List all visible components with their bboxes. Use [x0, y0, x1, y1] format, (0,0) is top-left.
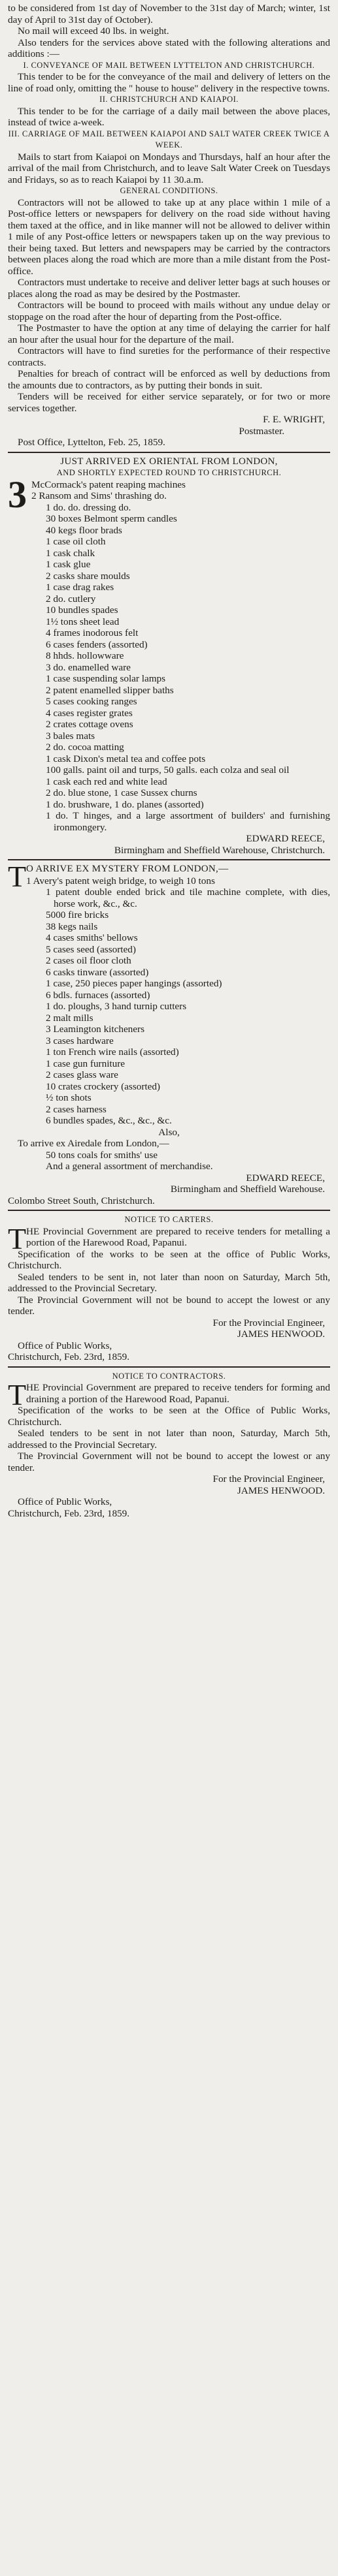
signature-place: Post Office, Lyttelton, Feb. 25, 1859. — [18, 437, 165, 448]
list-item: 2 malt mills — [46, 1012, 93, 1024]
list-item: 2 casks share moulds — [46, 570, 130, 582]
list-item: 5 cases cooking ranges — [46, 696, 137, 707]
list-item: 38 kegs nails — [46, 920, 98, 932]
ad-heading: O ARRIVE EX MYSTERY FROM LONDON,— — [26, 864, 229, 874]
drop-cap: T — [8, 860, 27, 893]
list-item: 1 case drag rakes — [46, 582, 114, 593]
section-heading: III. CARRIAGE OF MAIL BETWEEN KAIAPOI AND SALT WATER CREEK TWICE A WEEK. — [8, 129, 330, 149]
newspaper-column — [8, 0, 330, 1519]
list-item: 1 case, 250 pieces paper hangings (assorted) — [46, 978, 222, 989]
section-body: This tender to be for the conveyance of the mail and delivery of letters on the line of road only, omitting the " house to house" delivery in the respective towns. — [8, 71, 330, 94]
list-item: 6 bdls. furnaces (assorted) — [46, 989, 150, 1001]
divider — [8, 1366, 330, 1368]
drop-cap: 3 — [8, 473, 27, 516]
list-item: 3 cases hardware — [46, 1035, 114, 1046]
list-item: 1 case suspending solar lamps — [46, 673, 166, 684]
signature-name: JAMES HENWOOD. — [237, 1328, 325, 1340]
signature-date: Christchurch, Feb. 23rd, 1859. — [8, 1351, 130, 1362]
list-item: 6 casks tinware (assorted) — [46, 966, 149, 978]
list-item: 10 crates crockery (assorted) — [46, 1080, 160, 1092]
divider — [8, 859, 330, 860]
cargo-list — [8, 502, 330, 834]
list-item: 1 case oil cloth — [46, 536, 106, 547]
list-item: 4 cases register grates — [46, 707, 133, 719]
intro-line: Also tenders for the services above stated with the following alterations and additions :— — [8, 37, 330, 59]
list-item: 6 bundles spades, &c., &c., &c. — [46, 1115, 172, 1126]
notice-heading: NOTICE TO CONTRACTORS. — [112, 1371, 226, 1381]
ad-subheading: AND SHORTLY EXPECTED ROUND TO CHRISTCHURCH. — [56, 468, 282, 477]
section-body: Mails to start from Kaiapoi on Mondays and Thursdays, half an hour after the arrival of the mail from Christchurch, and to leave Salt Water Creek on Tuesdays and Fridays, so as to reach Kaiapoi by 11 30.a.m. — [8, 151, 330, 185]
list-item: 3 Leamington kitcheners — [46, 1024, 144, 1035]
condition-paragraph: Contractors will be bound to proceed with mails without any undue delay or stoppage on the road after the hour of departing from the Post-office. — [8, 300, 330, 322]
lead-block — [8, 1221, 330, 1255]
lead-block — [8, 1378, 330, 1411]
list-item: 3 do. enamelled ware — [46, 661, 131, 673]
list-item: 2 do. cocoa matting — [46, 742, 124, 753]
list-item: 30 boxes Belmont sperm candles — [46, 513, 177, 524]
list-item: And a general assortment of merchandise. — [46, 1161, 213, 1172]
list-item: 1 cask glue — [46, 559, 91, 570]
notice-paragraph: Specification of the works to be seen at the office of Public Works, Christchurch. — [8, 1248, 330, 1271]
list-item: 1 cask Dixon's metal tea and coffee pots — [46, 753, 206, 764]
drop-cap: T — [8, 1221, 27, 1255]
list-item: 2 cases oil floor cloth — [46, 955, 131, 966]
section-body: This tender to be for the carriage of a daily mail between the above places, instead of twice a-week. — [8, 105, 330, 128]
lead-item: McCormack's patent reaping machines — [31, 479, 186, 490]
notice-heading: NOTICE TO CARTERS. — [124, 1215, 214, 1224]
list-item: 5 cases seed (assorted) — [46, 943, 136, 955]
lead-item: 1 Avery's patent weigh bridge, to weigh 10 tons — [26, 875, 215, 887]
list-item: 1 do. brushware, 1 do. planes (assorted) — [46, 798, 204, 810]
intro-line: to be considered from 1st day of November to the 31st day of March; winter, 1st day of April to 31st day of October). — [8, 3, 330, 25]
list-item: 4 frames inodorous felt — [46, 627, 139, 638]
list-item: 1 do. ploughs, 3 hand turnip cutters — [46, 1001, 187, 1012]
signature-office: Office of Public Works, — [18, 1496, 112, 1507]
signature-name: EDWARD REECE, — [246, 1172, 325, 1184]
list-item: 2 do. cutlery — [46, 593, 96, 605]
lead-block — [8, 860, 330, 893]
list-item: 2 cases harness — [46, 1103, 107, 1115]
signature-for: For the Provincial Engineer, — [212, 1473, 325, 1484]
notice-paragraph: The Provincial Government will not be bound to accept the lowest or any tender. — [8, 1451, 330, 1473]
condition-paragraph: Contractors must undertake to receive and deliver letter bags at such houses or places along the road as may be desired by the Postmaster. — [8, 277, 330, 300]
condition-paragraph: Penalties for breach of contract will be enforced as well by deductions from the amounts due to contractors, as by putting their bonds in suit. — [8, 368, 330, 391]
list-item: 40 kegs floor brads — [46, 524, 122, 536]
list-item: ½ ton shots — [46, 1092, 92, 1103]
section-heading: I. CONVEYANCE OF MAIL BETWEEN LYTTELTON AND CHRISTCHURCH. — [23, 60, 315, 70]
notice-lead: HE Provincial Government are prepared to receive tenders for forming and draining a portion of the Harewood Road, Papanui. — [26, 1382, 330, 1405]
list-item: 2 crates cottage ovens — [46, 719, 133, 730]
condition-paragraph: The Postmaster to have the option at any time of delaying the carrier for half an hour after the usual hour for the departure of the mail. — [8, 322, 330, 345]
list-item: 2 do. blue stone, 1 case Sussex churns — [46, 787, 197, 798]
arrive-line: To arrive ex Airedale from London,— — [18, 1138, 169, 1149]
post-office-tender-notice — [8, 3, 330, 448]
list-item: 3 bales mats — [46, 730, 95, 742]
signature-for: For the Provincial Engineer, — [212, 1317, 325, 1328]
drop-cap: T — [8, 1378, 27, 1411]
list-item: 1 do. T hinges, and a large assortment of builders' and furnishing ironmongery. — [46, 810, 330, 833]
oriental-cargo-advertisement — [8, 456, 330, 856]
ad-heading: JUST ARRIVED EX ORIENTAL FROM LONDON, — [60, 456, 278, 467]
list-item: 2 patent enamelled slipper baths — [46, 684, 174, 696]
notice-to-contractors — [8, 1371, 330, 1520]
section-heading: II. CHRISTCHURCH AND KAIAPOI. — [99, 95, 239, 104]
notice-paragraph: Sealed tenders to be sent in, not later than noon on Saturday, March 5th, addressed to the Provincial Secretary. — [8, 1271, 330, 1294]
notice-paragraph: Specification of the works to be seen at the Office of Public Works, Christchurch. — [8, 1405, 330, 1428]
list-item: 1 cask chalk — [46, 547, 95, 559]
signature-address: Birmingham and Sheffield Warehouse, Christchurch. — [114, 844, 325, 856]
list-item: 1 ton French wire nails (assorted) — [46, 1046, 179, 1058]
general-conditions-heading: GENERAL CONDITIONS. — [120, 186, 218, 195]
also-label: Also, — [158, 1126, 180, 1138]
intro-line: No mail will exceed 40 lbs. in weight. — [18, 25, 169, 37]
signature-name: F. E. WRIGHT, — [263, 414, 325, 425]
notice-paragraph: Sealed tenders to be sent in not later than noon, Saturday, March 5th, addressed to the Provincial Secretary. — [8, 1428, 330, 1451]
notice-to-carters — [8, 1214, 330, 1363]
list-item: 1½ tons sheet lead — [46, 616, 120, 627]
signature-date: Christchurch, Feb. 23rd, 1859. — [8, 1507, 130, 1519]
list-item: 1 cask each red and white lead — [46, 776, 167, 787]
lead-item: 2 Ransom and Sims' thrashing do. — [31, 490, 167, 501]
list-item: 1 patent double ended brick and tile machine complete, with dies, horse work, &c., &c. — [46, 887, 330, 909]
list-item: 5000 fire bricks — [46, 909, 109, 920]
signature-title: Postmaster. — [239, 425, 284, 437]
signature-office: Office of Public Works, — [18, 1340, 112, 1351]
list-item: 6 cases fenders (assorted) — [46, 638, 148, 650]
signature-place: Colombo Street South, Christchurch. — [8, 1195, 155, 1206]
list-item: 1 case gun furniture — [46, 1058, 126, 1069]
mystery-cargo-advertisement — [8, 860, 330, 1206]
signature-address: Birmingham and Sheffield Warehouse. — [170, 1184, 325, 1195]
divider — [8, 452, 330, 453]
list-item: 8 hhds. hollowware — [46, 650, 124, 661]
list-item: 4 cases smiths' bellows — [46, 932, 138, 943]
list-item: 2 cases glass ware — [46, 1069, 118, 1080]
list-item: 50 tons coals for smiths' use — [46, 1149, 158, 1161]
condition-paragraph: Contractors will have to find sureties for the performance of their respective contracts. — [8, 345, 330, 368]
notice-lead: HE Provincial Government are prepared to receive tenders for metalling a portion of the Harewood Road, Papanui. — [26, 1225, 330, 1248]
notice-paragraph: The Provincial Government will not be bound to accept the lowest or any tender. — [8, 1294, 330, 1317]
list-item: 1 do. do. dressing do. — [46, 501, 131, 513]
divider — [8, 1210, 330, 1211]
signature-name: JAMES HENWOOD. — [237, 1484, 325, 1496]
condition-paragraph: Tenders will be received for either service separately, or for two or more services together. — [8, 391, 330, 414]
list-item: 10 bundles spades — [46, 605, 118, 616]
list-item: 100 galls. paint oil and turps, 50 galls. each colza and seal oil — [46, 764, 290, 776]
signature-name: EDWARD REECE, — [246, 833, 325, 844]
cargo-list — [8, 887, 330, 1127]
condition-paragraph: Contractors will not be allowed to take up at any place within 1 mile of a Post-office letters or newspapers for delivery on the road side without having them taxed at the office, and in like manner will not be allowed to deliver within 1 mile of any Post-office letters or newspapers taken up on the way previous to their being taxed. But letters and newspapers may be carried by the contractors between places along the road which are more than a mile distant from the Post-office. — [8, 196, 330, 277]
